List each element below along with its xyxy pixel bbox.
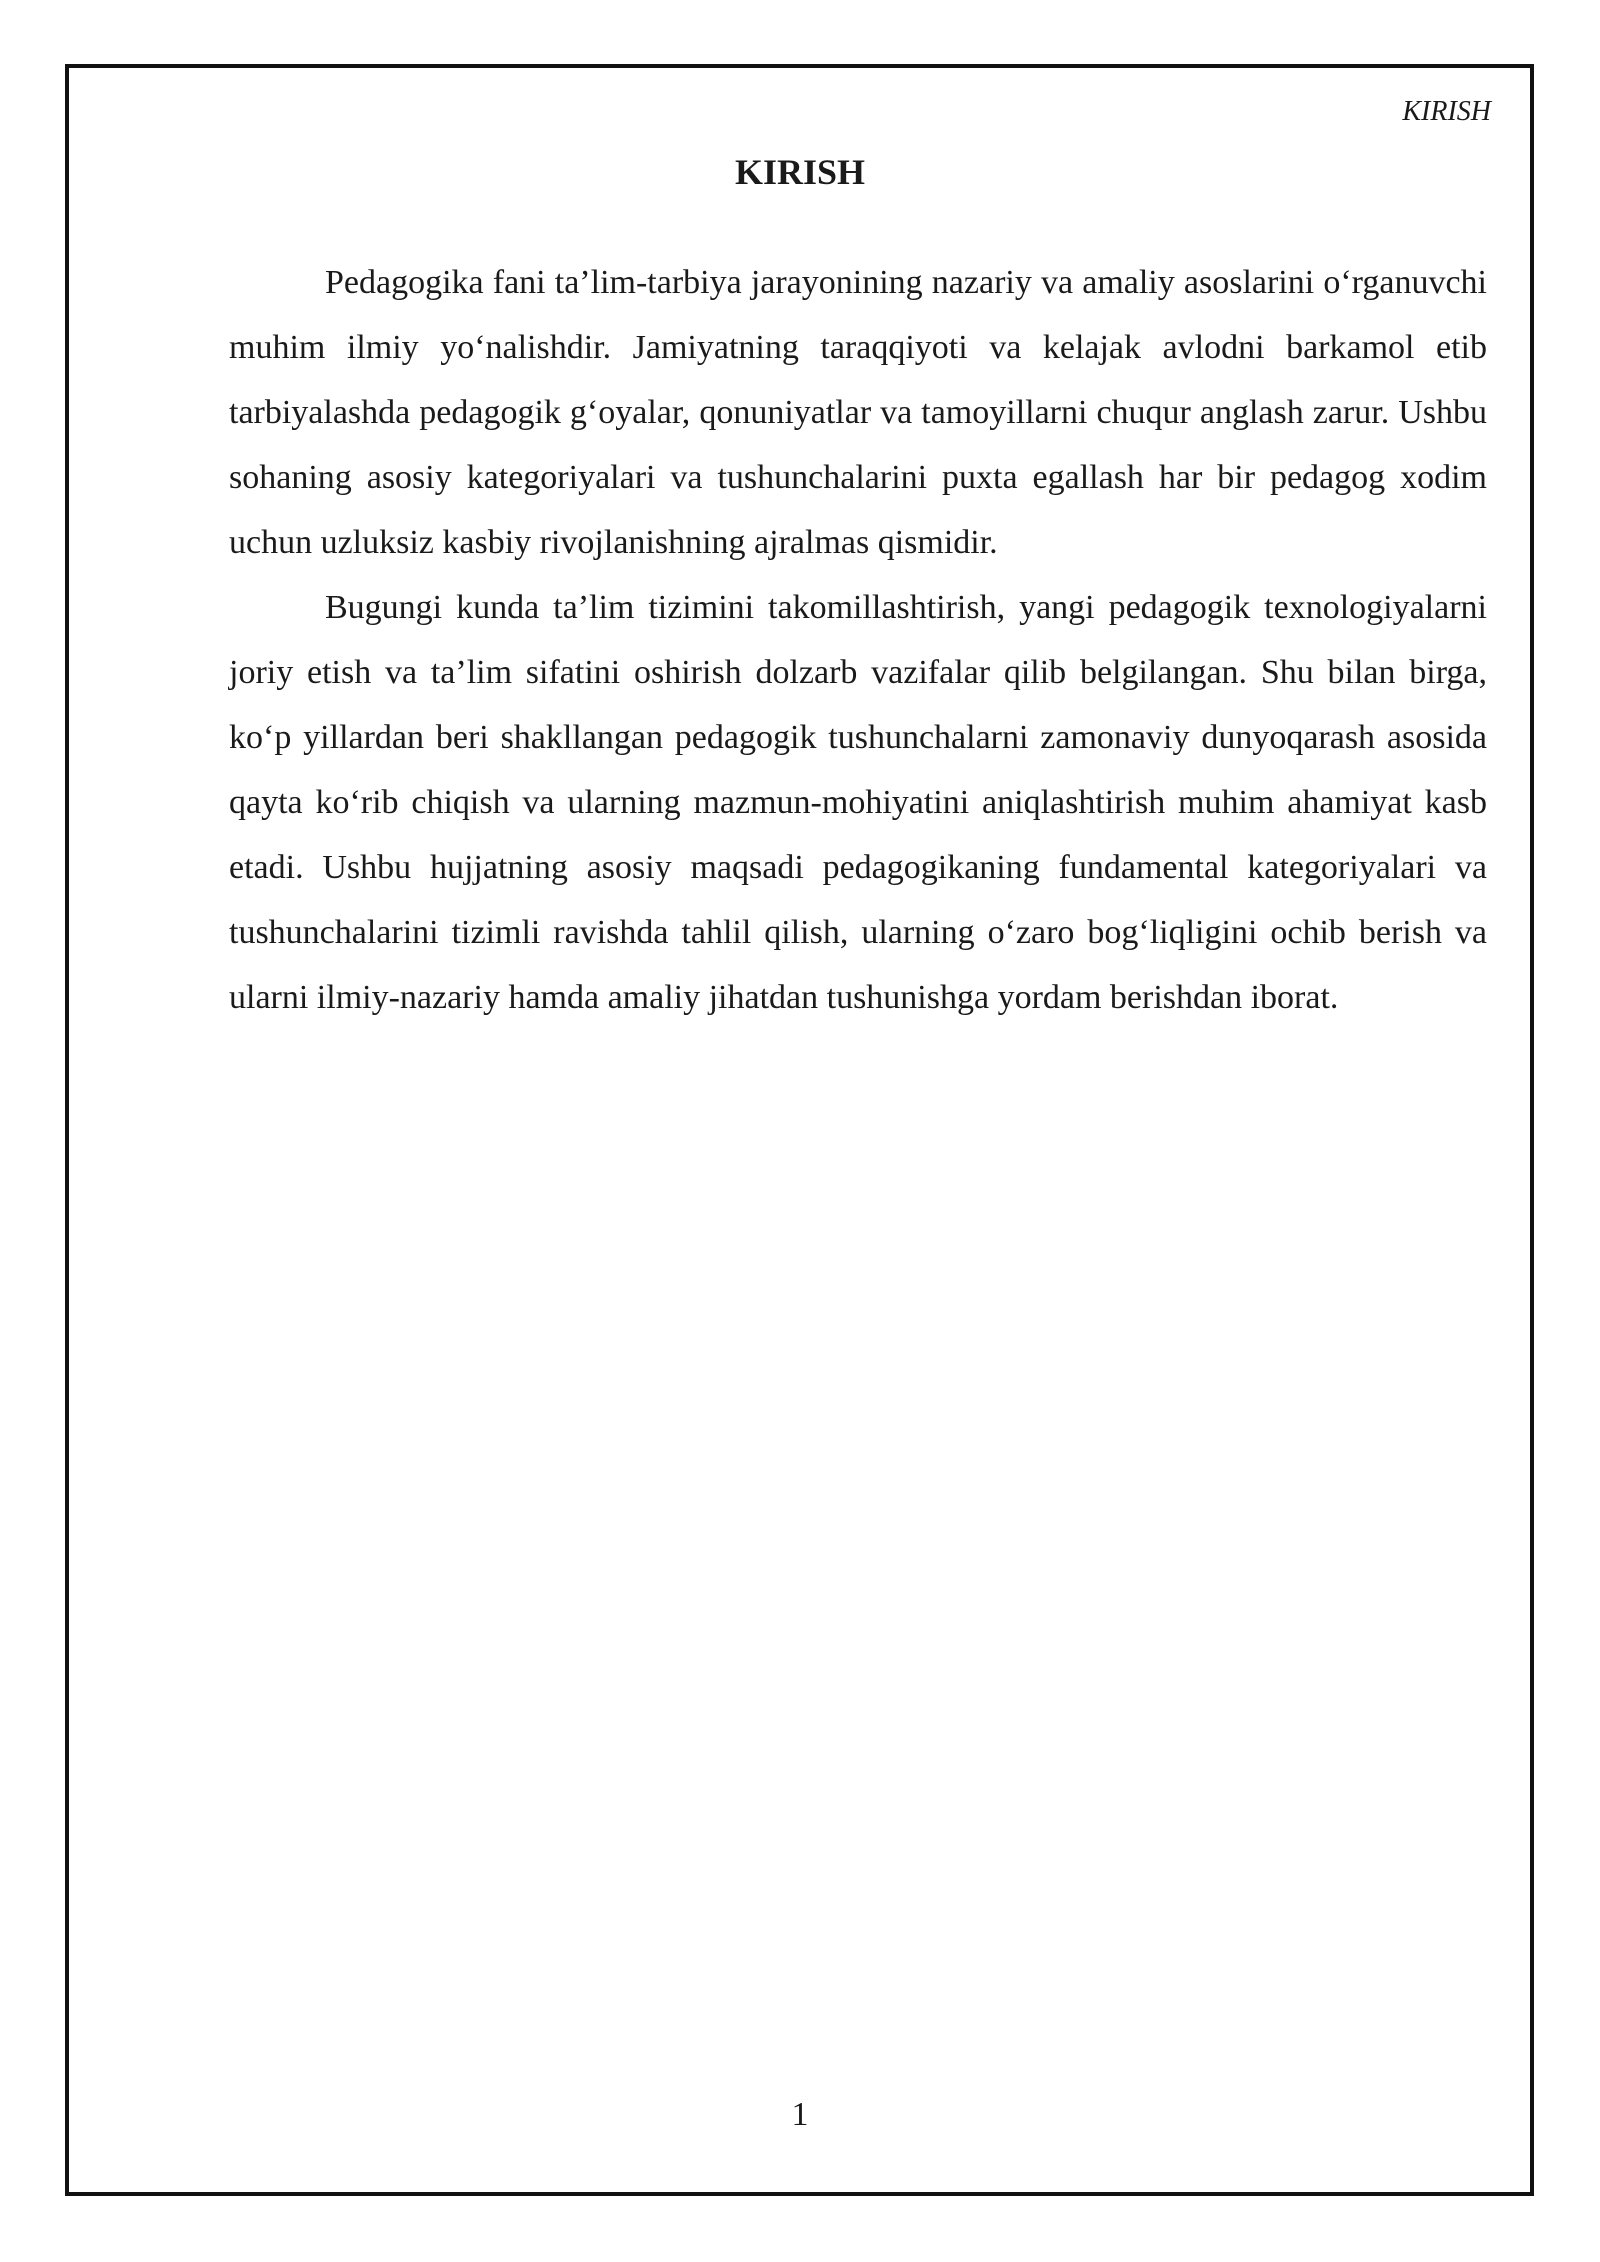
document-body bbox=[229, 250, 1487, 1030]
paragraph-1: Pedagogika fani ta’lim-tarbiya jarayonining nazariy va amaliy asoslarini o‘rganuvchi muhim ilmiy yo‘nalishdir. Jamiyatning taraqqiyoti va kelajak avlodni barkamol etib tarbiyalashda pedagogik g‘oyalar, qonuniyatlar va tamoyillarni chuqur anglash zarur. Ushbu sohaning asosiy kategoriyalari va tushunchalarini puxta egallash har bir pedagog xodim uchun uzluksiz kasbiy rivojlanishning ajralmas qismidir. bbox=[229, 264, 1487, 561]
running-header: KIRISH bbox=[1402, 96, 1491, 127]
page-number: 1 bbox=[791, 2096, 809, 2133]
paragraph-2: Bugungi kunda ta’lim tizimini takomillashtirish, yangi pedagogik texnologiyalarni joriy etish va ta’lim sifatini oshirish dolzarb vazifalar qilib belgilangan. Shu bilan birga, ko‘p yillardan beri shakllangan pedagogik tushunchalarni zamonaviy dunyoqarash asosida qayta ko‘rib chiqish va ularning mazmun-mohiyatini aniqlashtirish muhim ahamiyat kasb etadi. Ushbu hujjatning asosiy maqsadi pedagogikaning fundamental kategoriyalari va tushunchalarini tizimli ravishda tahlil qilish, ularning o‘zaro bog‘liqligini ochib berish va ularni ilmiy-nazariy hamda amaliy jihatdan tushunishga yordam berishdan iborat. bbox=[229, 589, 1487, 1016]
page-title: KIRISH bbox=[734, 152, 866, 192]
